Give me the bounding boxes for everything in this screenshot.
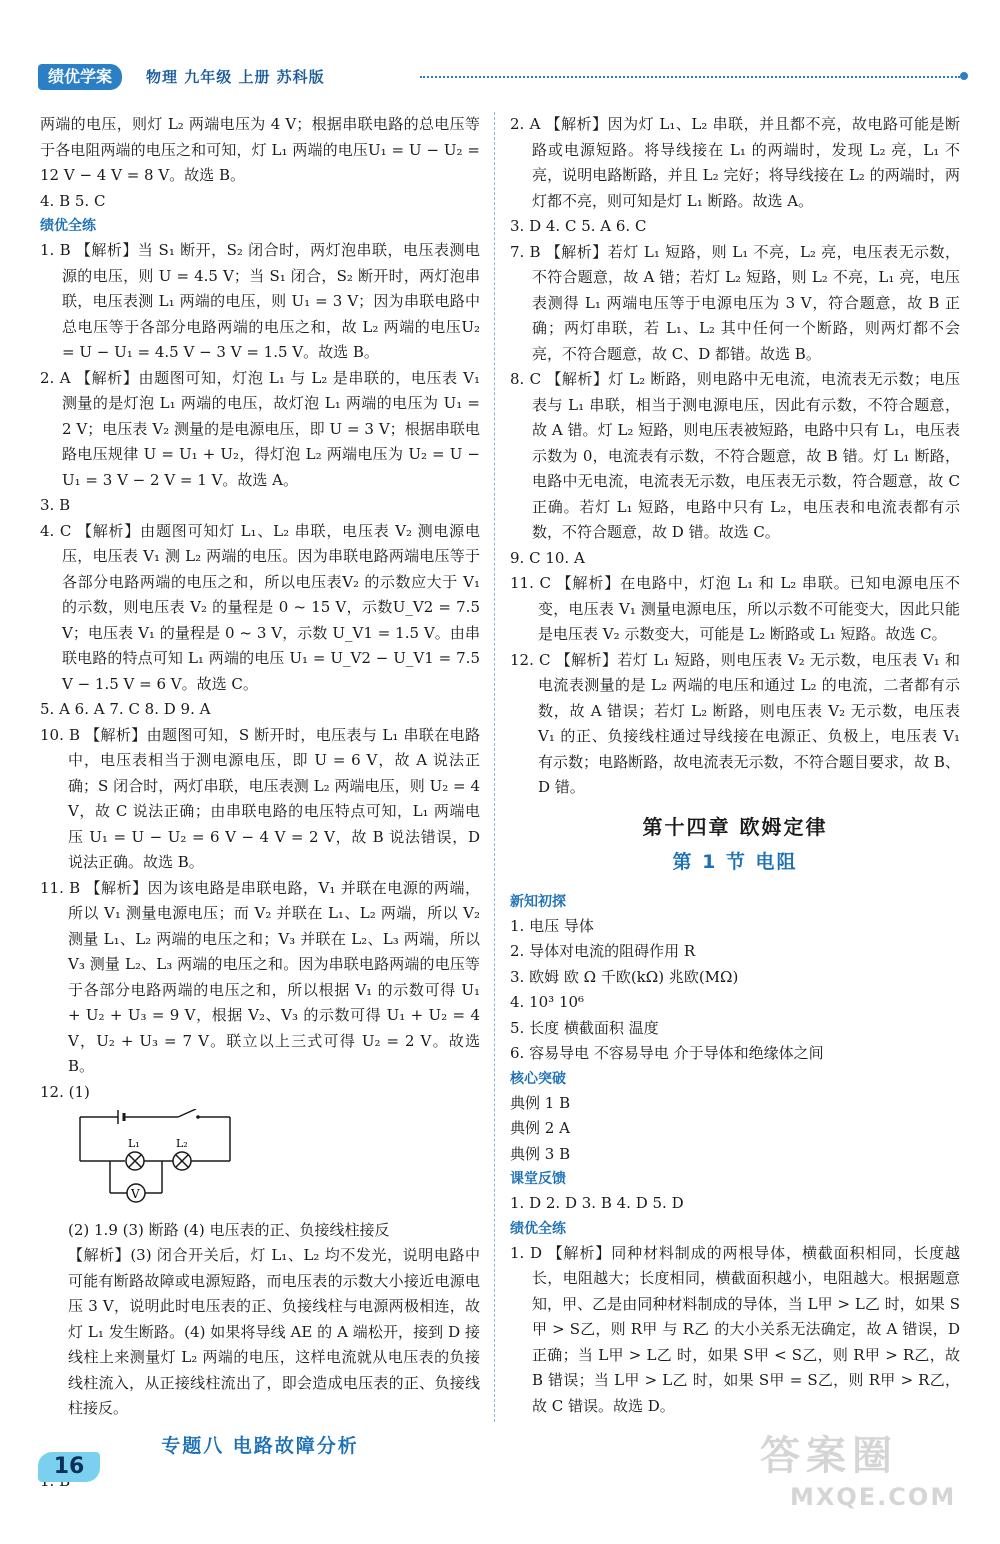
lamp-l2-label: L₂ (176, 1137, 188, 1150)
answer-item: 1. D 【解析】同种材料制成的两根导体，横截面积相同，长度越长，电阻越大；长度相同，横截面积越小，电阻越大。根据题意知，甲、乙是由同种材料制成的导体，当 L甲 > L乙 时，如果 S甲 > S乙，则 R甲 与 R乙 的大小关系无法确定，故 A 错误，D 正确；当 L甲 > L乙 时，如果 S甲 < S乙，则 R甲 > R乙，故 B 错误；当 L甲 > L乙 时，如果 S甲 = S乙，则 R甲 > R乙，故 C 错误。故选 D。 (510, 1243, 960, 1415)
topic-title: 专题八 电路故障分析 (161, 1434, 359, 1457)
section-label: 绩优全练 (40, 218, 96, 234)
section-label: 课堂反馈 (510, 1171, 566, 1187)
page-number: 16 (38, 1452, 100, 1482)
answer-explanation: 【解析】(3) 闭合开关后，灯 L₁、L₂ 均不发光，说明电路中可能有断路故障或电源短路，而电压表的示数大小接近电源电压 3 V，说明此时电压表的正、负接线柱与电源两极相连，故灯 L₁ 发生断路。(4) 如果将导线 AE 的 A 端松开，接到 D 接线柱上来测量灯 L₂ 两端的电压，这样电流就从电压表的负接线柱流入，从正接线柱流出了，即会造成电压表的正、负接线柱接反。 (68, 1246, 480, 1417)
book-subtitle: 物理 九年级 上册 苏科版 (146, 68, 325, 86)
answer-line: 5. 长度 横截面积 温度 (510, 1018, 659, 1037)
answer-line: 5. A 6. A 7. C 8. D 9. A (40, 700, 211, 718)
answer-line: (2) 1.9 (3) 断路 (4) 电压表的正、负接线柱接反 (68, 1220, 390, 1239)
answer-item: 10. B 【解析】由题图可知，S 断开时，电压表与 L₁ 串联在电路中，电压表相当于测电源电压，即 U = 6 V，故 A 说法正确；S 闭合时，两灯串联，电压表测 L₂ 两端电压，则 U₂ = 4 V，故 C 说法正确；由串联电路的电压特点可知，L₁ 两端电压 U₁ = U − U₂ = 6 V − 4 V = 2 V，故 B 说法错误，D 说法正确。故选 B。 (40, 725, 480, 871)
section-label: 绩优全练 (510, 1220, 566, 1237)
column-divider (494, 112, 495, 1422)
answer-line: 3. D 4. C 5. A 6. C (510, 217, 647, 235)
switch-blade (178, 1109, 196, 1117)
answer-line: 4. B 5. C (40, 191, 106, 210)
section-label: 新知初探 (510, 893, 566, 910)
answer-line: 6. 容易导电 不容易导电 介于导体和绝缘体之间 (510, 1044, 824, 1062)
left-column (40, 112, 480, 1495)
answer-line: 12. (1) (40, 1082, 90, 1101)
right-column (510, 112, 960, 1419)
answer-item: 12. C 【解析】若灯 L₁ 短路，则电压表 V₂ 无示数，电压表 V₁ 和电流表测量的是 L₂ 两端的电压和通过 L₂ 的电流，二者都有示数，故 A 错误；若灯 L₂ 断路，则电压表 V₂ 无示数，电压表 V₁ 的正、负接线柱通过导线接在电源正、负极上，电压表 V₁ 有示数；电路断路，故电流表无示数，不符合题目要求，故 B、D 错。 (510, 650, 960, 796)
answer-line: 典例 3 B (510, 1144, 571, 1163)
lamp-l1-label: L₁ (128, 1137, 140, 1150)
answer-item: 2. A 【解析】由题图可知，灯泡 L₁ 与 L₂ 是串联的，电压表 V₁ 测量的是灯泡 L₁ 两端的电压，故灯泡 L₁ 两端的电压为 U₁ = 2 V；电压表 V₂ 测量的是电源电压，即 U = 3 V；根据串联电路电压规律 U = U₁ + U₂，得灯泡 L₂ 两端电压为 U₂ = U − U₁ = 3 V − 2 V = 1 V。故选 A。 (40, 368, 480, 489)
answer-line: 2. 导体对电流的阻碍作用 R (510, 942, 696, 960)
circuit-diagram (70, 1109, 480, 1214)
answer-item: 11. C 【解析】在电路中，灯泡 L₁ 和 L₂ 串联。已知电源电压不变，电压表 V₁ 测量电源电压，所以示数不可能变大，因此只能是电压表 V₂ 示数变大，可能是 L₂ 断路或 L₁ 短路。故选 C。 (510, 574, 960, 643)
book-badge: 绩优学案 (38, 64, 122, 90)
answer-item: 11. B 【解析】因为该电路是串联电路，V₁ 并联在电源的两端，所以 V₁ 测量电源电压；而 V₂ 并联在 L₁、L₂ 两端，所以 V₂ 测量 L₁、L₂ 两端的电压之和；V₃ 并联在 L₂、L₃ 两端，所以 V₃ 测量 L₂、L₃ 两端的电压之和。因为串联电路两端的电压等于各部分电路两端的电压之和，所以根据 V₁ 的示数可得 U₁ + U₂ + U₃ = 9 V，根据 V₂、V₃ 的示数可得 U₁ + U₂ = 4 V，U₂ + U₃ = 7 V。联立以上三式可得 U₂ = 2 V。故选 B。 (40, 878, 480, 1075)
answer-continuation: 两端的电压，则灯 L₂ 两端电压为 4 V；根据串联电路的总电压等于各电阻两端的电压之和可知，灯 L₁ 两端的电压U₁ = U − U₂ = 12 V − 4 V = 8 V。故选 B。 (40, 115, 480, 184)
chapter-title: 第十四章 欧姆定律 (642, 814, 828, 839)
page-header (38, 62, 968, 92)
answer-item: 8. C 【解析】灯 L₂ 断路，则电路中无电流，电流表无示数；电压表与 L₁ 串联，相当于测电源电压，因此有示数，不符合题意，故 A 错。灯 L₂ 短路，则电压表被短路，电路中只有 L₁，电压表示数为 0，电流表有示数，不符合题意，故 B 错。灯 L₁ 断路，电路中无电流，电流表无示数，电压表无示数，符合题意，故 C 正确。若灯 L₁ 短路，电路中只有 L₂，电压表和电流表都有示数，不符合题意，故 D 错。故选 C。 (510, 370, 960, 541)
answer-line: 典例 1 B (510, 1093, 571, 1112)
switch-contact (196, 1115, 200, 1119)
watermark-url: MXQE.COM (790, 1483, 957, 1511)
section-label: 核心突破 (510, 1070, 566, 1087)
answer-item: 7. B 【解析】若灯 L₁ 短路，则 L₁ 不亮，L₂ 亮，电压表无示数，不符合题意，故 A 错；若灯 L₂ 短路，则 L₂ 不亮，L₁ 亮，电压表测得 L₁ 两端电压等于电源电压为 3 V，符合题意，故 B 正确；两灯串联，若 L₁、L₂ 其中任何一个断路，则两灯都不会亮，不符合题意，故 C、D 都错。故选 B。 (510, 242, 960, 363)
answer-line: 1. D 2. D 3. B 4. D 5. D (510, 1194, 684, 1212)
answer-line (40, 1469, 480, 1495)
answer-line: 3. 欧姆 欧 Ω 千欧(kΩ) 兆欧(MΩ) (510, 967, 739, 986)
answer-line: 典例 2 A (510, 1119, 570, 1137)
answer-item: 2. A 【解析】因为灯 L₁、L₂ 串联，并且都不亮，故电路可能是断路或电源短路。将导线接在 L₁ 的两端时，发现 L₂ 亮，L₁ 不亮，说明电路断路，并且 L₂ 完好；将导线接在 L₂ 的两端时，两灯都不亮，则可知是灯 L₁ 断路。故选 A。 (510, 115, 960, 210)
answer-line: 1. 电压 导体 (510, 916, 594, 935)
section-title: 第 1 节 电阻 (672, 851, 798, 873)
answer-item: 1. B 【解析】当 S₁ 断开，S₂ 闭合时，两灯泡串联，电压表测电源的电压，则 U = 4.5 V；当 S₁ 闭合，S₂ 断开时，两灯泡串联，电压表测 L₁ 两端的电压，则 U₁ = 3 V；因为串联电路中总电压等于各部分电路两端的电压之和，故 L₂ 两端的电压U₂ = U − U₁ = 4.5 V − 3 V = 1.5 V。故选 B。 (40, 241, 480, 361)
watermark-main: 答案圈 (760, 1433, 898, 1479)
answer-line: 3. B (40, 496, 71, 514)
header-dotted-line (420, 76, 960, 78)
answer-line: 9. C 10. A (510, 548, 585, 567)
answer-line: 4. 10³ 10⁶ (510, 993, 585, 1011)
voltmeter-label: V (131, 1187, 140, 1201)
circuit-svg (70, 1109, 240, 1205)
answer-item: 4. C 【解析】由题图可知灯 L₁、L₂ 串联，电压表 V₂ 测电源电压，电压表 V₁ 测 L₂ 两端的电压。因为串联电路两端电压等于各部分电路两端的电压之和，所以电压表V₂ 的示数应大于 V₁ 的示数，则电压表 V₂ 的量程是 0 ~ 15 V，示数U_V2 = 7.5 V；电压表 V₁ 的量程是 0 ~ 3 V，示数 U_V1 = 1.5 V。由串联电路的特点可知 L₁ 两端的电压 U₁ = U_V2 − U_V1 = 7.5 V − 1.5 V = 6 V。故选 C。 (40, 521, 480, 693)
header-end-dot (960, 72, 968, 80)
watermark (760, 1430, 980, 1526)
